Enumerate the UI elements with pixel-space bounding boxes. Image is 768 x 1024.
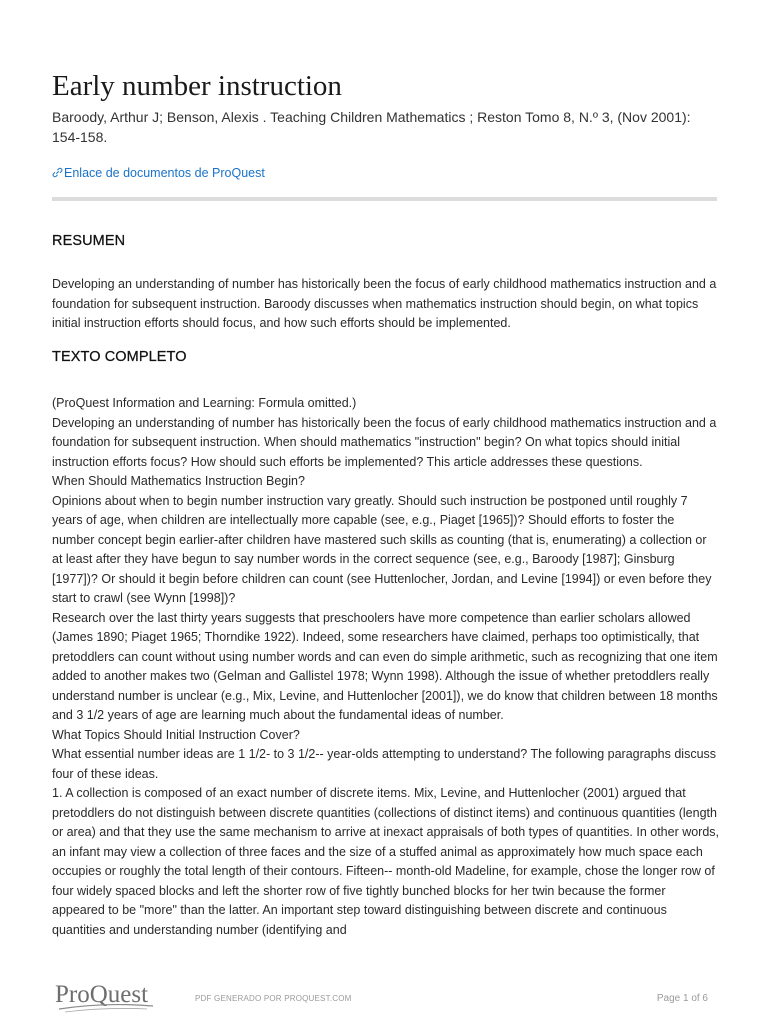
citation: Baroody, Arthur J; Benson, Alexis . Teaching Children Mathematics ; Reston Tomo 8, N.º 3, (Nov 2001): 154-158. [52,109,691,145]
full-text-paragraph: (ProQuest Information and Learning: Formula omitted.) [52,396,357,410]
proquest-document-link[interactable] [52,166,265,180]
full-text-paragraph: 1. A collection is composed of an exact number of discrete items. Mix, Levine, and Huttenlocher (2001) argued that pretoddlers do not distinguish between discrete quantities (collections of distinct items) and continuous quantities (length or area) and that they use the same mechanism to arrive at inexact appraisals of both types of quantities. In other words, an infant may view a collection of three faces and the size of a stuffed animal as approximately how much space each occupies or roughly the total length of their contours. Fifteen-- month-old Madeline, for example, chose the longer row of four widely spaced blocks and left the shorter row of five tightly bunched blocks for her twin because the former appeared to be "more" than the latter. An important step toward distinguishing between discrete and continuous quantities and understanding number (identifying and [52,786,720,937]
full-text-heading: TEXTO COMPLETO [52,349,187,365]
document-title: Early number instruction [52,70,342,102]
full-text-body [52,394,720,940]
proquest-document-link-label: Enlace de documentos de ProQuest [64,166,265,180]
link-icon [52,167,63,178]
full-text-paragraph: Opinions about when to begin number instruction vary greatly. Should such instruction be postponed until roughly 7 years of age, when children are intellectually more capable (see, e.g., Piaget [1965])? Should efforts to foster the number concept begin earlier-after children have mastered such skills as counting (that is, enumerating) a collection or at least after they have begun to say number words in the correct sequence (see, e.g., Baroody [1987]; Ginsburg [1977])? Or should it begin before children can count (see Huttenlocher, Jordan, and Levine [1994]) or even before they start to crawl (see Wynn [1998])? [52,493,712,605]
full-text-subheading: When Should Mathematics Instruction Begin? [52,474,305,488]
proquest-logo-text: ProQuest [55,981,149,1008]
page-number: Page 1 of 6 [656,993,708,1004]
full-text-paragraph: What essential number ideas are 1 1/2- to 3 1/2-- year-olds attempting to understand? The following paragraphs discuss four of these ideas. [52,747,717,781]
full-text-subheading: What Topics Should Initial Instruction Cover? [52,727,300,742]
full-text-paragraph: Developing an understanding of number has historically been the focus of early childhood mathematics instruction and a foundation for subsequent instruction. When should mathematics "instruction" begin? On what topics should initial instruction efforts focus? How should such efforts be implemented? This article addresses these questions. [52,415,717,469]
abstract-heading: RESUMEN [52,233,126,249]
proquest-logo [55,978,155,1018]
abstract-text: Developing an understanding of number has historically been the focus of early childhood mathematics instruction and a foundation for subsequent instruction. Baroody discusses when mathematics instruction should begin, on what topics initial instruction efforts should focus, and how such efforts should be implemented. [52,277,717,330]
pdf-generated-note: PDF GENERADO POR PROQUEST.COM [195,994,352,1003]
full-text-paragraph: Research over the last thirty years suggests that preschoolers have more competence than earlier scholars allowed (James 1890; Piaget 1965; Thorndike 1922). Indeed, some researchers have claimed, perhaps too optimistically, that pretoddlers can count without using number words and can even do simple arithmetic, such as recognizing that one item added to another makes two (Gelman and Gallistel 1978; Wynn 1998). Although the issue of whether pretoddlers really understand number is unclear (e.g., Mix, Levine, and Huttenlocher [2001]), we do know that children between 18 months and 3 1/2 years of age are learning much about the fundamental ideas of number. [52,610,718,722]
divider [52,197,717,201]
